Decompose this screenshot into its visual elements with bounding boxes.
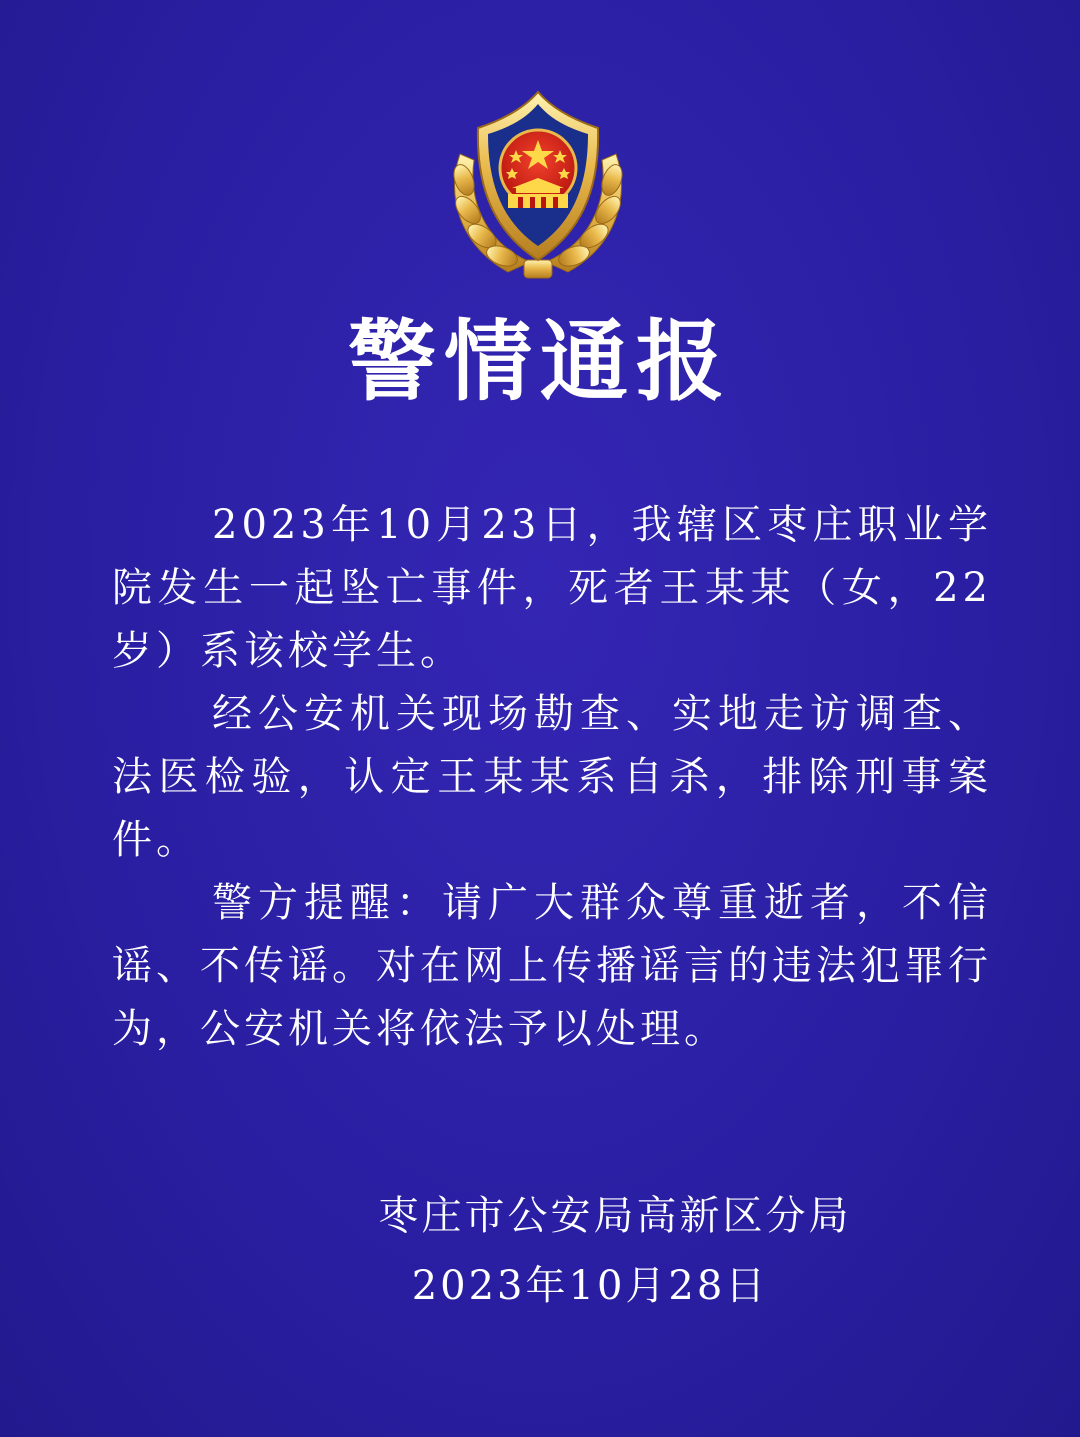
notice-body: [112, 494, 992, 1061]
notice-paragraph: 经公安机关现场勘查、实地走访调查、法医检验，认定王某某系自杀，排除刑事案件。: [112, 691, 992, 863]
issuer-name: 枣庄市公安局高新区分局: [378, 1193, 852, 1239]
police-emblem-icon: [438, 84, 638, 286]
notice-paragraph: 2023年10月23日，我辖区枣庄职业学院发生一起坠亡事件，死者王某某（女，22岁）系该校学生。: [112, 502, 992, 674]
notice-paragraph: 警方提醒：请广大群众尊重逝者，不信谣、不传谣。对在网上传播谣言的违法犯罪行为，公安机关将依法予以处理。: [112, 880, 992, 1052]
signature-block: [0, 1184, 1080, 1318]
issue-date: 2023年10月28日: [411, 1263, 769, 1309]
page-title: 警情通报: [347, 310, 732, 413]
